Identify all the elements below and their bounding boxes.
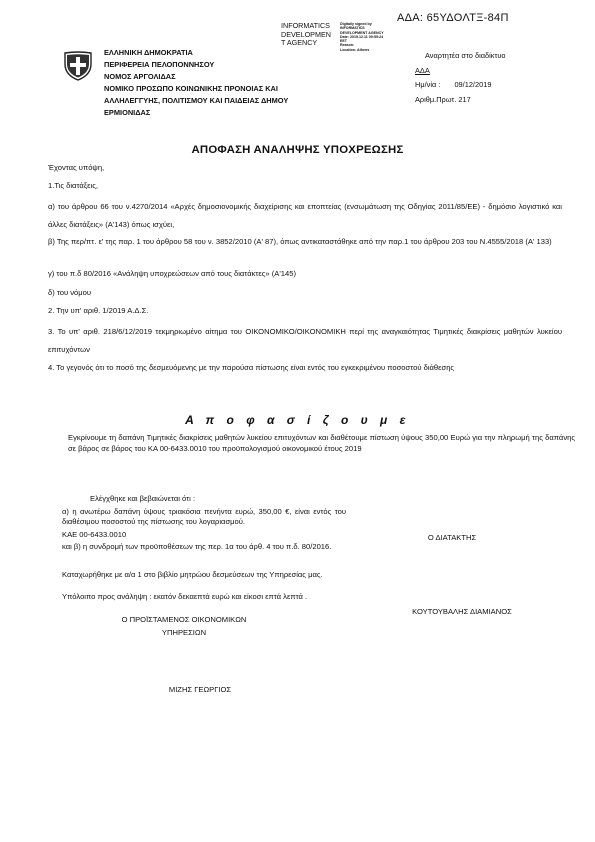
agency-line-2: DEVELOPMEN bbox=[281, 29, 331, 39]
authority-line: ΑΛΛΗΛΕΓΓΥΗΣ, ΠΟΛΙΤΙΣΜΟΥ ΚΑΙ ΠΑΙΔΕΙΑΣ ΔΗΜΟΥ bbox=[104, 96, 289, 105]
authority-line: ΕΡΜΙΟΝΙΔΑΣ bbox=[104, 108, 151, 117]
post-note: Αναρτητέα στο διαδίκτυο bbox=[425, 51, 506, 60]
considering-item-1c: γ) του π.δ 80/2016 «Ανάληψη υποχρεώσεων από τους διατάκτες» (Α'145) bbox=[48, 269, 296, 278]
stamp-line: Location: Athens bbox=[340, 47, 370, 52]
considering-item-2: 2. Την υπ' αριθ. 1/2019 Α.Δ.Σ. bbox=[48, 306, 149, 315]
head-title-line-2: ΥΠΗΡΕΣΙΩΝ bbox=[161, 628, 207, 637]
considering-item-1a: α) του άρθρου 66 του ν.4270/2014 «Αρχές δημοσιονομικής διαχείρισης και εποπτείας (ενσωμάτωση της Οδηγίας 2011/85/ΕΕ) - δημόσιο λογιστικό και άλλες διατάξεις» (Α'143) όπως ισχύει, bbox=[48, 202, 562, 229]
document-info bbox=[415, 49, 506, 107]
agency-line-1: INFORMATICS bbox=[281, 21, 330, 30]
authority-line: ΠΕΡΙΦΕΡΕΙΑ ΠΕΛΟΠΟΝΝΗΣΟΥ bbox=[104, 60, 215, 69]
date-label: Ημ/νία : bbox=[415, 80, 441, 89]
stamp-line: INFORMATICS bbox=[340, 26, 365, 31]
authority-line: ΝΟΜΟΣ ΑΡΓΟΛΙΔΑΣ bbox=[104, 72, 176, 81]
head-name: ΜΙΖΗΣ ΓΕΩΡΓΙΟΣ bbox=[168, 685, 232, 694]
authority-line: ΝΟΜΙΚΟ ΠΡΟΣΩΠΟ ΚΟΙΝΩΝΙΚΗΣ ΠΡΟΝΟΙΑΣ ΚΑΙ bbox=[104, 84, 278, 93]
considering-item-3: 3. Το υπ' αριθ. 218/6/12/2019 τεκμηριωμένο αίτημα του ΟΙΚΟΝΟΜΙΚΟ/ΟΙΚΟΝΟΜΙΚΗ περί της αναγκαιότητας Τιμητικές διακρίσεις μαθητών λυκείου επιτυχόντων bbox=[48, 327, 562, 354]
verification-a: α) η ανωτέρω δαπάνη ύψους τριακόσια πενήντα ευρώ, 350,00 €, είναι εντός του διαθέσιμου ποσοστού της πίστωσης του λογαριασμού. bbox=[62, 507, 346, 526]
verification-b: και β) η συνδρομή των προϋποθέσεων της περ. 1α του άρθ. 4 του π.δ. 80/2016. bbox=[62, 542, 332, 551]
greek-emblem-icon bbox=[62, 50, 94, 82]
considering-item-1d: δ) του νόμου bbox=[48, 288, 92, 297]
considering-item-1b: β) Της περ/πτ. ε' της παρ. 1 του άρθρου 58 του ν. 3852/2010 (Α' 87), όπως αντικαταστάθηκε από την παρ.1 του άρθρου 203 του Ν.4555/2018 (Α' 133) bbox=[48, 237, 552, 246]
protocol-number: Αριθμ.Πρωτ. 217 bbox=[415, 94, 471, 104]
stamp-line: Digitally signed by bbox=[340, 22, 372, 26]
stamp-line: Reason: bbox=[340, 43, 355, 48]
decision-heading: Α π ο φ α σ ί ζ ο υ μ ε bbox=[185, 413, 410, 427]
verification-registry: Καταχωρήθηκε με α/α 1 στο βιβλίο μητρώου δεσμεύσεων της Υπηρεσίας μας. bbox=[62, 570, 323, 579]
considering-item-4: 4. Το γεγονός ότι το ποσό της δεσμευόμενης με την παρούσα πίστωσης είναι εντός του εγκεκριμένου ποσοστού διάθεσης bbox=[48, 363, 455, 372]
considering-item-1: 1.Τις διατάξεις, bbox=[48, 181, 98, 190]
decision-body: Εγκρίνουμε τη δαπάνη Τιμητικές διακρίσεις μαθητών λυκείου επιτυχόντων και διαθέτουμε πίστωση ύψους 350,00 Ευρώ για την πληρωμή της δαπάνης σε βάρος σε βάρος του ΚΑ 00-6433.0010 του προϋπολογισμού οικονομικού έτους 2019 bbox=[68, 433, 575, 453]
ada-label: ΑΔΑ bbox=[415, 65, 430, 75]
ada-top: ΑΔΑ: 65ΥΔΟΛΤΞ-84Π bbox=[397, 12, 509, 24]
digital-signature-stamp bbox=[340, 22, 384, 62]
document-title: ΑΠΟΦΑΣΗ ΑΝΑΛΗΨΗΣ ΥΠΟΧΡΕΩΣΗΣ bbox=[191, 144, 404, 156]
authority-line: ΕΛΛΗΝΙΚΗ ΔΗΜΟΚΡΑΤΙΑ bbox=[104, 48, 193, 57]
signing-agency bbox=[281, 22, 343, 48]
head-title-line-1: Ο ΠΡΟΪΣΤΑΜΕΝΟΣ ΟΙΚΟΝΟΜΙΚΩΝ bbox=[121, 615, 247, 624]
date-value: 09/12/2019 bbox=[454, 80, 492, 89]
considering-intro: Έχοντας υπόψη, bbox=[48, 163, 105, 172]
stamp-line: EET bbox=[340, 39, 347, 44]
verification-ke: ΚΑΕ 00-6433.0010 bbox=[62, 530, 127, 539]
stamp-line: Date: 2019.12.11 09:55:24 bbox=[340, 34, 384, 39]
issuing-authority bbox=[104, 47, 288, 119]
stamp-line: DEVELOPMENT AGENCY bbox=[340, 30, 384, 35]
issuer-name: ΚΟΥΤΟΥΒΑΛΗΣ ΔΙΑΜΙΑΝΟΣ bbox=[412, 607, 512, 616]
date-row bbox=[415, 78, 506, 93]
agency-line-3: T AGENCY bbox=[281, 38, 318, 48]
issuer-title: Ο ΔΙΑΤΑΚΤΗΣ bbox=[427, 533, 477, 542]
verification-remaining: Υπόλοιπο προς ανάληψη : εκατόν δεκαεπτά ευρώ και είκοσι επτά λεπτά . bbox=[62, 592, 308, 601]
verification-heading: Ελέγχθηκε και βεβαιώνεται ότι : bbox=[90, 494, 196, 503]
